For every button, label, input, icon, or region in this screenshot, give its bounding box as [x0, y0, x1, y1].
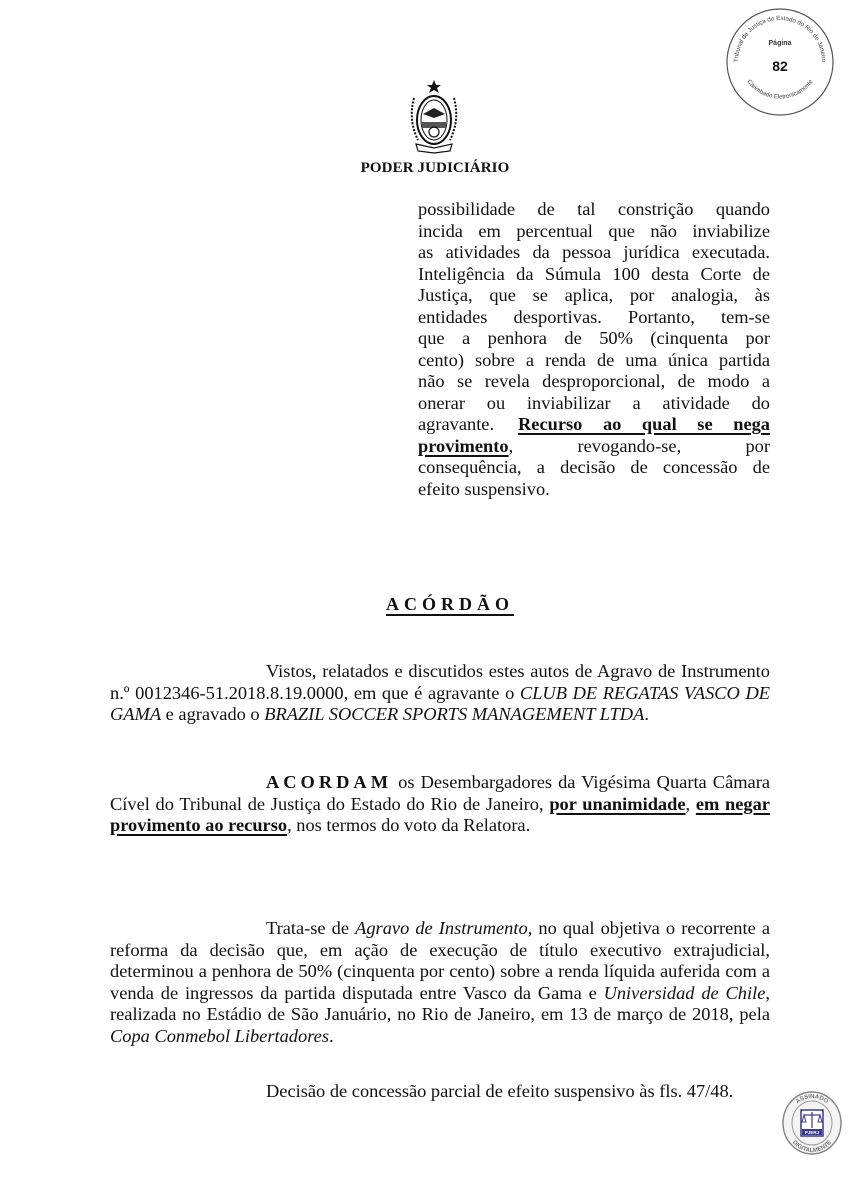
seal-arc-bottom: DIGITALMENTE	[791, 1139, 833, 1155]
unanimity-text: por unanimidade	[549, 793, 686, 814]
seal-arc-top: ASSINADO	[795, 1093, 829, 1106]
section-heading: ACÓRDÃO	[386, 594, 514, 614]
ementa-line: Justiça, que se aplica, por analogia, às	[418, 285, 770, 305]
text: Vistos, relatados e discutidos estes autos de Agravo de Instrumento n.º 0012346-51.2018.8.19.0000, em que é agravante o	[110, 661, 770, 703]
page-number: 82	[772, 58, 788, 74]
paragraph-relatorio	[110, 918, 770, 1048]
paragraph-decisao	[110, 1081, 764, 1103]
text: os Desembargadores da Vigésima Quarta Câmara Cível do Tribunal de Justiça do Estado do Rio de Janeiro,	[110, 772, 770, 814]
ementa-line: cento) sobre a renda de uma única partida	[418, 349, 770, 370]
seal-logo-text: PJERJ	[804, 1130, 820, 1135]
coat-of-arms-icon	[404, 78, 464, 154]
ementa-line: que a penhora de 50% (cinquenta por	[418, 328, 770, 348]
decision-text: em negar provimento ao recurso	[110, 793, 770, 836]
ementa-line: efeito suspensivo.	[418, 478, 550, 499]
svg-text:Tribunal de Justiça do Estado	[733, 15, 827, 63]
scales-of-justice-icon	[781, 1090, 843, 1156]
stamp-arc-bottom: Carimbado Eletronicamente	[745, 78, 815, 101]
ementa-line: entidades desportivas. Portanto, tem-se	[418, 306, 770, 327]
party-appellee: BRAZIL SOCCER SPORTS MANAGEMENT LTDA	[264, 704, 645, 725]
ementa-line: consequência, a decisão de concessão de	[418, 457, 770, 477]
opponent-team: Universidad de Chile	[603, 982, 766, 1003]
page-stamp	[724, 6, 836, 118]
party-appellant: CLUB DE REGATAS VASCO DE GAMA	[110, 682, 770, 725]
ementa-text: agravante.	[418, 414, 495, 434]
stamp-arc-top: Tribunal de Justiça do Estado do Rio de Janeiro	[732, 14, 828, 63]
ementa-line: possibilidade de tal constrição quando	[418, 199, 770, 219]
ementa-line: não se revela desproporcional, de modo a	[418, 371, 770, 391]
competition-name: Copa Conmebol Libertadores	[110, 1025, 329, 1046]
acordam-keyword: ACORDAM	[266, 772, 393, 792]
svg-text:Carimbado Eletronicamente	[745, 78, 814, 101]
paragraph-vistos	[110, 661, 770, 726]
case-type: Agravo de Instrumento	[355, 918, 528, 938]
ementa-holding-text: Recurso ao qual se nega	[518, 414, 770, 434]
text: ,	[685, 793, 696, 814]
text: , no qual objetiva o recorrente a reforma da decisão que, em ação de execução de título executivo extrajudicial, determinou a penhora de 50% (cinquenta por cento) sobre a renda líquida auferida com a venda de ingressos da partida disputada entre Vasco da Gama e	[110, 918, 770, 1003]
ementa-text: por	[745, 435, 770, 456]
ementa-block	[418, 199, 770, 500]
ementa-line: incida em percentual que não inviabilize	[418, 220, 770, 241]
ementa-holding-cont	[418, 436, 513, 458]
ementa-holding-text: provimento	[418, 435, 509, 456]
text: e agravado o	[161, 704, 265, 725]
ementa-comma: ,	[508, 435, 514, 456]
ementa-holding	[518, 414, 770, 436]
institution-title: PODER JUDICIÁRIO	[360, 160, 510, 176]
ementa-line	[418, 414, 770, 436]
text: , nos termos do voto da Relatora.	[287, 815, 531, 836]
indent	[110, 918, 266, 938]
ementa-line: Inteligência da Súmula 100 desta Corte de	[418, 263, 770, 284]
text: .	[644, 704, 649, 725]
ementa-text: revogando-se,	[577, 435, 682, 456]
ementa-line: as atividades da pessoa jurídica executada.	[418, 242, 770, 262]
digital-signature-seal	[781, 1090, 843, 1156]
text: .	[329, 1025, 334, 1046]
paragraph-acordam	[110, 772, 770, 837]
indent	[110, 661, 266, 681]
indent	[110, 1081, 266, 1101]
ementa-line: onerar ou inviabilizar a atividade do	[418, 392, 770, 413]
indent	[110, 772, 266, 792]
ementa-line	[418, 436, 770, 458]
stamp-label: Página	[768, 40, 792, 47]
text: Decisão de concessão parcial de efeito suspensivo às fls. 47/48.	[266, 1081, 734, 1101]
text: Trata-se de	[266, 918, 356, 938]
text: , realizada no Estádio de São Januário, no Rio de Janeiro, em 13 de março de 2018, pela	[110, 982, 770, 1025]
